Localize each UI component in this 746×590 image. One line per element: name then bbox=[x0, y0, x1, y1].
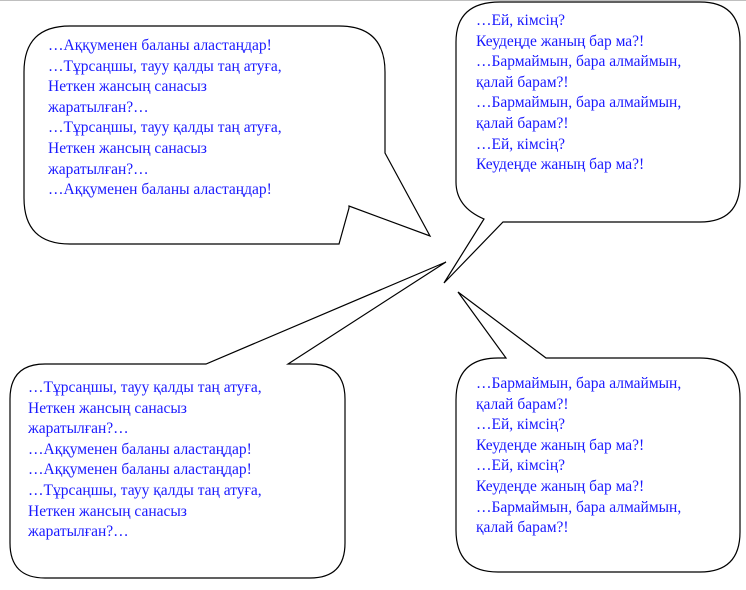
bubble-line: Кеудеңде жаның бар ма?! bbox=[476, 477, 645, 495]
bubble-line: …Бармаймын, бара алмаймын, bbox=[476, 498, 682, 516]
bubble-line: …Ей, кімсің? bbox=[476, 416, 566, 434]
bubble-line: жаратылған?… bbox=[48, 98, 149, 116]
bubble-bottom-right-text bbox=[476, 374, 681, 539]
bubble-line: …Тұрсаңшы, тауу қалды таң атуға, bbox=[48, 119, 282, 137]
bubble-line: жаратылған?… bbox=[28, 523, 129, 541]
bubble-line: қалай барам?! bbox=[476, 114, 569, 132]
bubble-line: Неткен жансың санасыз bbox=[48, 139, 207, 157]
bubble-line: Кеудеңде жаның бар ма?! bbox=[476, 156, 645, 174]
bubble-line: …Бармаймын, бара алмаймын, bbox=[476, 375, 682, 392]
bubble-line: …Ей, кімсің? bbox=[476, 12, 566, 29]
bubble-line: …Ей, кімсің? bbox=[476, 135, 566, 153]
bubble-line: …Тұрсаңшы, тауу қалды таң атуға, bbox=[28, 481, 262, 499]
bubble-line: …Бармаймын, бара алмаймын, bbox=[476, 94, 682, 112]
bubble-top-right-text bbox=[476, 11, 681, 176]
bubble-line: жаратылған?… bbox=[48, 160, 149, 178]
bubble-line: Неткен жансың санасыз bbox=[28, 502, 187, 520]
bubble-line: Неткен жансың санасыз bbox=[48, 78, 207, 96]
bubble-line: …Аққуменен баланы аластаңдар! bbox=[48, 181, 272, 199]
bubble-top-left-text bbox=[48, 36, 282, 201]
bubble-line: …Аққуменен баланы аластаңдар! bbox=[48, 37, 272, 54]
bubble-bottom-left-text bbox=[28, 378, 262, 543]
bubble-line: …Аққуменен баланы аластаңдар! bbox=[28, 461, 252, 479]
bubble-line: қалай барам?! bbox=[476, 395, 569, 413]
bubble-line: …Бармаймын, бара алмаймын, bbox=[476, 53, 682, 71]
bubble-line: Неткен жансың санасыз bbox=[28, 399, 187, 417]
bubble-line: Кеудеңде жаның бар ма?! bbox=[476, 436, 645, 454]
bubble-line: Кеудеңде жаның бар ма?! bbox=[476, 32, 645, 50]
bubble-line: …Ей, кімсің? bbox=[476, 457, 566, 475]
bubble-line: қалай барам?! bbox=[476, 73, 569, 91]
bubble-line: …Тұрсаңшы, тауу қалды таң атуға, bbox=[28, 379, 262, 396]
bubble-line: …Тұрсаңшы, тауу қалды таң атуға, bbox=[48, 57, 282, 75]
bubble-line: …Аққуменен баланы аластаңдар! bbox=[28, 440, 252, 458]
bubble-line: жаратылған?… bbox=[28, 420, 129, 438]
bubble-line: қалай барам?! bbox=[476, 519, 569, 537]
